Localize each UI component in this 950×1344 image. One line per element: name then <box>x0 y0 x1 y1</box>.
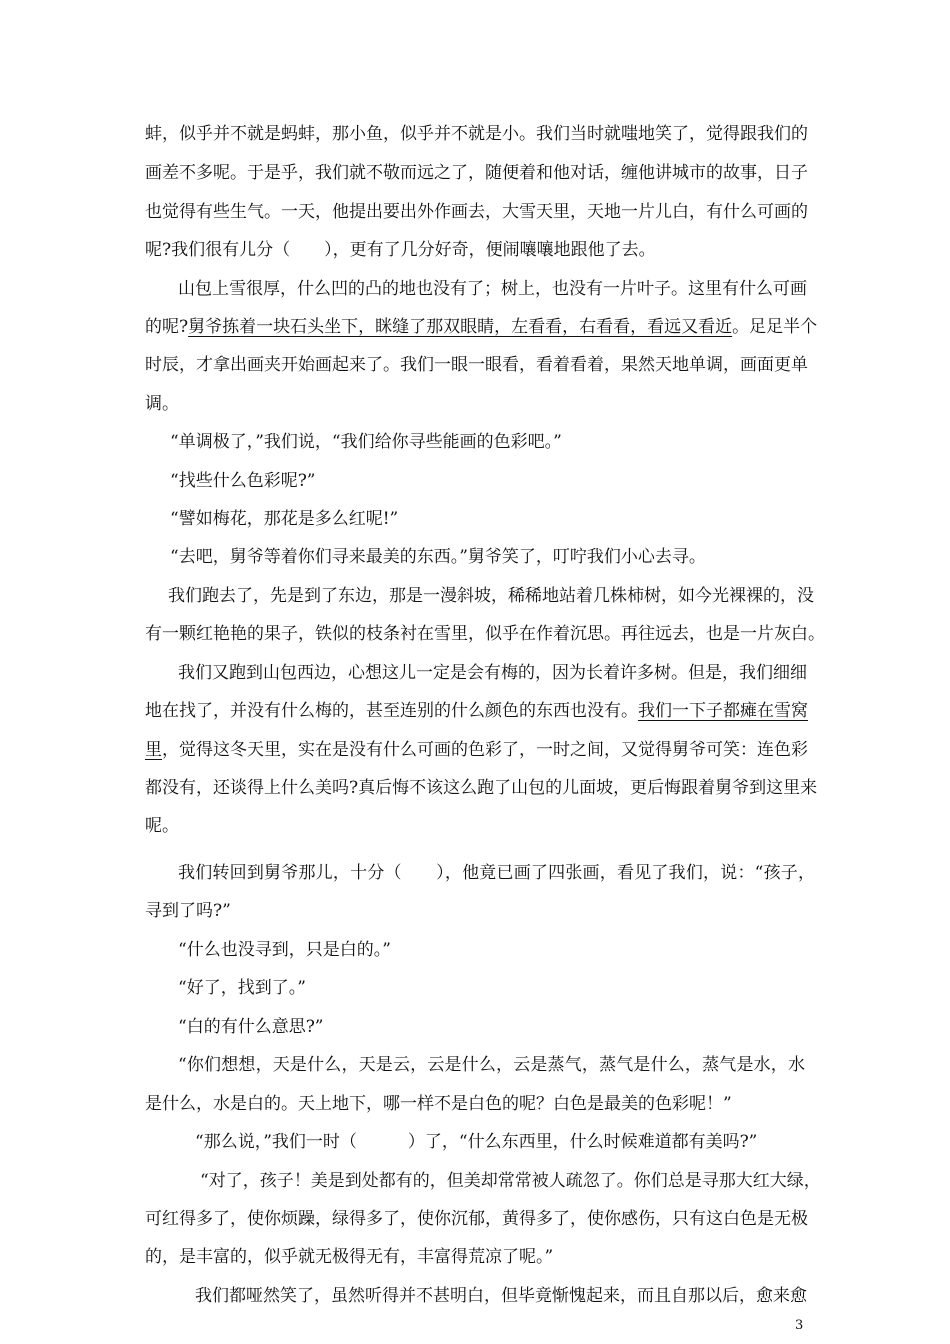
text-line: 调。 <box>145 394 179 414</box>
text-line: 的呢?舅爷拣着一块石头坐下，眯缝了那双眼睛，左看看，右看看，看远又看近。足足半个 <box>145 317 818 337</box>
dialogue-line: “好了，找到了。” <box>178 978 306 998</box>
text-line: 寻到了吗?” <box>145 901 231 921</box>
text-line: 有一颗红艳艳的果子，铁似的枝条衬在雪里，似乎在作着沉思。再往远去，也是一片灰白。 <box>145 624 825 644</box>
text-line: 可红得多了，使你烦躁，绿得多了，使你沉郁，黄得多了，使你感伤，只有这白色是无极 <box>145 1209 808 1229</box>
text-line: 里，觉得这冬天里，实在是没有什么可画的色彩了，一时之间，又觉得舅爷可笑：连色彩 <box>145 740 808 760</box>
text-line: 时辰，才拿出画夹开始画起来了。我们一眼一眼看，看着看着，果然天地单调，画面更单 <box>145 355 808 375</box>
underlined-sentence: 里 <box>145 740 162 760</box>
dialogue-line: “那么说，”我们一时（ ）了，“什么东西里，什么时候难道都有美吗?” <box>195 1132 758 1152</box>
text-line: 山包上雪很厚，什么凹的凸的地也没有了；树上，也没有一片叶子。这里有什么可画 <box>178 279 807 299</box>
dialogue-line: “你们想想，天是什么，天是云，云是什么，云是蒸气，蒸气是什么，蒸气是水，水 <box>178 1055 805 1075</box>
text-line: 也觉得有些生气。一天，他提出要出外作画去，大雪天里，天地一片儿白，有什么可画的 <box>145 202 808 222</box>
dialogue-line: “对了，孩子！美是到处都有的，但美却常常被人疏忽了。你们总是寻那大红大绿， <box>200 1171 821 1191</box>
dialogue-line: “譬如梅花，那花是多么红呢!” <box>170 509 399 529</box>
underlined-sentence: 我们一下子都瘫在雪窝 <box>638 701 808 721</box>
text-line: 的，是丰富的，似乎就无极得无有，丰富得荒凉了呢。” <box>145 1247 554 1267</box>
dialogue-line: “什么也没寻到，只是白的。” <box>178 940 391 960</box>
page-number: 3 <box>795 1318 804 1333</box>
underlined-sentence: 舅爷拣着一块石头坐下，眯缝了那双眼睛，左看看，右看看，看远又看近 <box>188 317 733 337</box>
text-line: 蚌，似乎并不就是蚂蚌，那小鱼，似乎并不就是小。我们当时就嗤地笑了，觉得跟我们的 <box>145 124 808 144</box>
text-line: 我们又跑到山包西边，心想这儿一定是会有梅的，因为长着许多树。但是，我们细细 <box>178 663 807 683</box>
text-line: 我们都哑然笑了，虽然听得并不甚明白，但毕竟惭愧起来，而且自那以后，愈来愈 <box>195 1286 807 1306</box>
text-line: 呢?我们很有儿分（ ），更有了几分好奇，便闹嚷嚷地跟他了去。 <box>145 240 656 260</box>
dialogue-line: “白的有什么意思?” <box>178 1017 324 1037</box>
dialogue-line: “去吧，舅爷等着你们寻来最美的东西。”舅爷笑了，叮咛我们小心去寻。 <box>170 547 706 567</box>
text-line: 呢。 <box>145 816 179 836</box>
text-line: 是什么，水是白的。天上地下，哪一样不是白色的呢？白色是最美的色彩呢！” <box>145 1094 732 1114</box>
dialogue-line: “单调极了，”我们说，“我们给你寻些能画的色彩吧。” <box>170 432 562 452</box>
text-line: 地在找了，并没有什么梅的，甚至连别的什么颜色的东西也没有。我们一下子都瘫在雪窝 <box>145 701 808 721</box>
text-line: 画差不多呢。于是乎，我们就不敬而远之了，随便着和他对话，缠他讲城市的故事，日子 <box>145 163 808 183</box>
text-line: 我们转回到舅爷那儿，十分（ ），他竟已画了四张画，看见了我们，说：“孩子， <box>178 863 815 883</box>
text-line: 都没有，还谈得上什么美吗?真后悔不该这么跑了山包的儿面坡，更后悔跟着舅爷到这里来 <box>145 778 818 798</box>
text-line: 我们跑去了，先是到了东边，那是一漫斜坡，稀稀地站着几株柿树，如今光裸裸的，没 <box>168 586 814 606</box>
dialogue-line: “找些什么色彩呢?” <box>170 471 316 491</box>
